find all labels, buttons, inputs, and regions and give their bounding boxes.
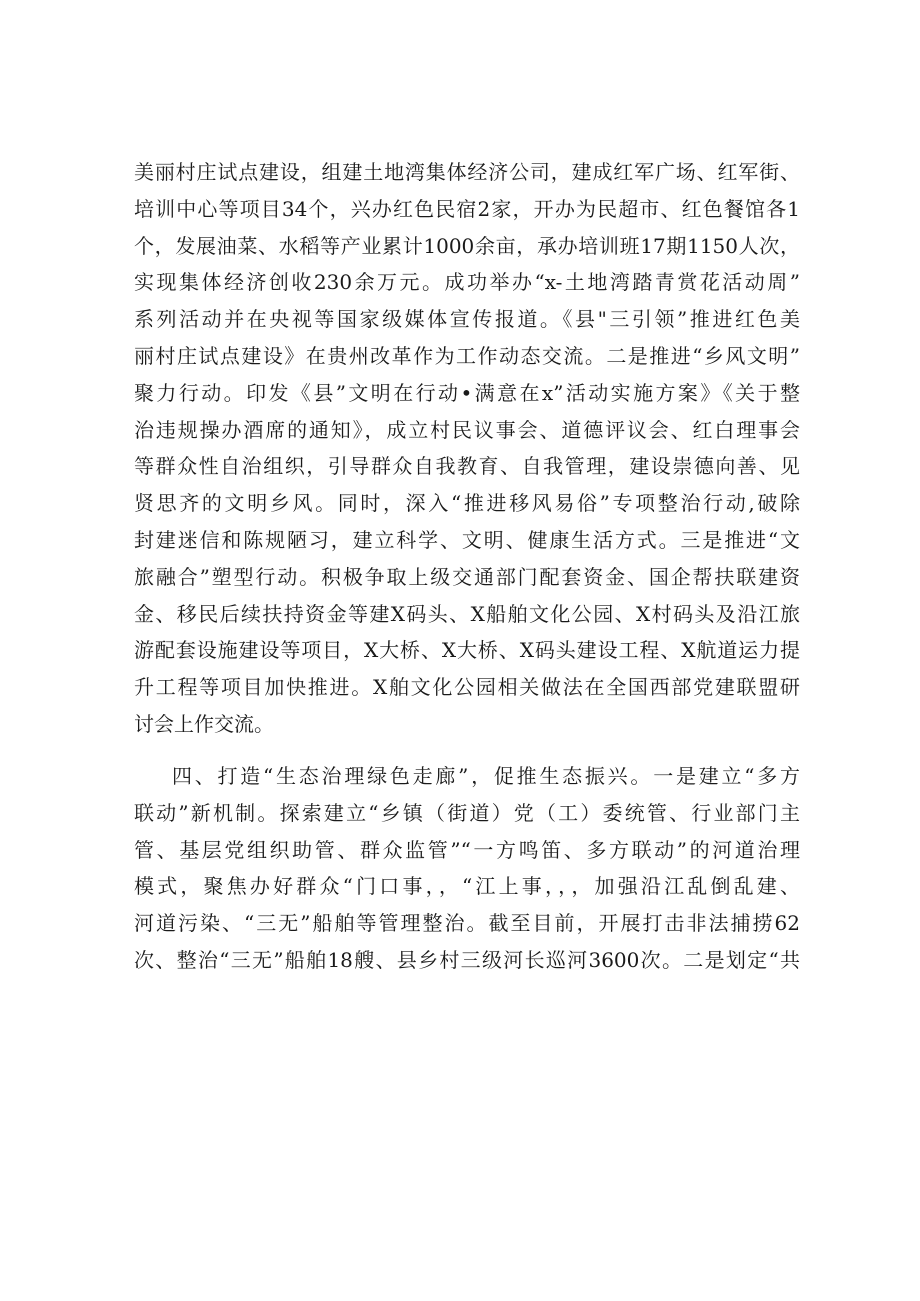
text-line: 培训中心等项目34个，兴办红色民宿2家，开办为民超市、红色餐馆各1 (134, 196, 800, 221)
text-line: 联动”新机制。探索建立“乡镇（街道）党（工）委统管、行业部门主 (134, 800, 800, 825)
text-line: 旅融合”塑型行动。积极争取上级交通部门配套资金、国企帮扶联建资 (134, 564, 800, 589)
text-line: 等群众性自治组织，引导群众自我教育、自我管理，建设崇德向善、见 (134, 454, 800, 479)
text-line: 实现集体经济创收230余万元。成功举办“x-土地湾踏青赏花活动周” (134, 270, 800, 295)
text-line: 贤思齐的文明乡风。同时，深入“推进移风易俗”专项整治行动,破除 (134, 491, 800, 516)
text-line: 个，发展油菜、水稻等产业累计1000余亩，承办培训班17期1150人次， (134, 233, 800, 258)
text-line: 游配套设施建设等项目，X大桥、X大桥、X码头建设工程、X航道运力提 (134, 638, 800, 663)
paragraph-continuation (134, 154, 800, 743)
text-line: 升工程等项目加快推进。X舶文化公园相关做法在全国西部党建联盟研 (134, 675, 800, 700)
paragraph-section-four (134, 758, 800, 979)
text-line: 四、打造“生态治理绿色走廊”，促推生态振兴。一是建立“多方 (172, 764, 800, 788)
text-line: 管、基层党组织助管、群众监管”“一方鸣笛、多方联动”的河道治理 (134, 837, 800, 862)
text-line: 系列活动并在央视等国家级媒体宣传报道。《县"三引领”推进红色美 (134, 307, 800, 332)
text-line: 治违规操办酒席的通知》，成立村民议事会、道德评议会、红白理事会 (134, 417, 800, 442)
text-line: 聚力行动。印发《县”文明在行动•满意在x”活动实施方案》《关于整 (134, 380, 800, 405)
text-line: 丽村庄试点建设》在贵州改革作为工作动态交流。二是推进“乡风文明” (134, 343, 800, 368)
text-line: 金、移民后续扶持资金等建X码头、X船舶文化公园、X村码头及沿江旅 (134, 601, 800, 626)
text-line: 封建迷信和陈规陋习，建立科学、文明、健康生活方式。三是推进“文 (134, 527, 800, 552)
text-line: 美丽村庄试点建设，组建土地湾集体经济公司，建成红军广场、红军街、 (134, 160, 800, 184)
text-line: 次、整治“三无”船舶18艘、县乡村三级河长巡河3600次。二是划定“共 (134, 947, 800, 972)
text-line: 讨会上作交流。 (134, 711, 274, 736)
text-line: 模式，聚焦办好群众“门口事，，“江上事，，，加强沿江乱倒乱建、 (134, 874, 800, 899)
text-line: 河道污染、“三无”船舶等管理整治。截至目前，开展打击非法捕捞62 (134, 911, 800, 936)
